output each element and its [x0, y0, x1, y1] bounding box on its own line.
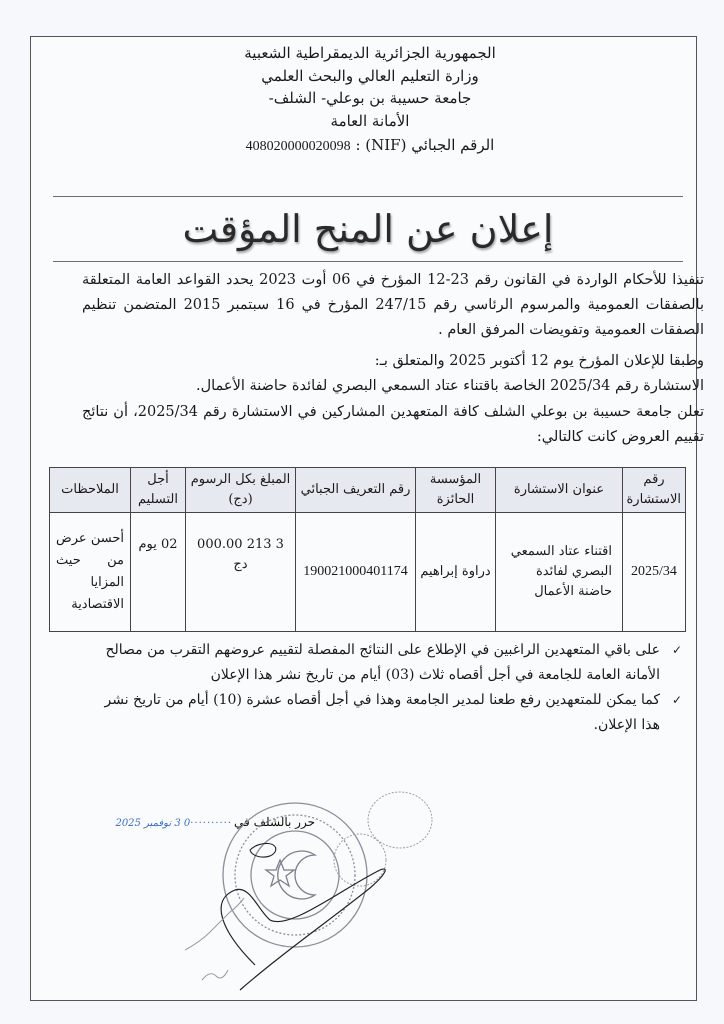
ministry-name: وزارة التعليم العالي والبحث العلمي — [261, 66, 479, 85]
document-title: إعلان عن المنح المؤقت — [182, 207, 554, 251]
table-row — [50, 513, 686, 632]
header-delivery-deadline: أجل التسليم — [131, 468, 186, 513]
signature-stroke-icon — [221, 869, 385, 990]
letterhead — [200, 42, 540, 159]
republic-name: الجمهورية الجزائرية الديمقراطية الشعبية — [244, 44, 496, 62]
place-label: حرر بالشلف في — [234, 815, 315, 829]
title-divider-top — [53, 196, 683, 197]
check-mark-icon: ✓ — [671, 693, 682, 707]
cell-remarks: أحسن عرض من حيث المزايا الاقتصادية — [50, 513, 131, 632]
header-winning-company: المؤسسة الحائزة — [416, 468, 496, 513]
cell-subject: اقتناء عتاد السمعي البصري لفائدة حاضنة الأعمال — [496, 513, 623, 632]
cell-consultation-number — [623, 513, 686, 632]
header-consultation-number: رقم الاستشارة — [623, 468, 686, 513]
table-header-row — [50, 468, 686, 513]
nif-label: الرقم الجبائي (NIF) : — [355, 136, 495, 154]
official-stamp — [180, 780, 440, 1010]
handwritten-name-icon — [185, 898, 244, 980]
university-seal-icon — [223, 803, 367, 947]
tax-id-value: 190021000401174 — [303, 564, 408, 579]
announcement-reference: وطبقا للإعلان المؤرخ يوم 12 أكتوبر 2025 والمتعلق بـ: — [374, 353, 704, 369]
note-item — [82, 638, 682, 688]
consultation-number: 2025/34 — [631, 564, 677, 579]
department-name: الأمانة العامة — [330, 111, 410, 130]
header-amount: المبلغ بكل الرسوم (دج) — [186, 468, 296, 513]
handwritten-date: 0 3 نوفمبر 2025 — [115, 818, 191, 829]
nif-value: 408020000020098 — [245, 139, 351, 154]
dotted-leader: ·········· — [190, 818, 233, 829]
note-text: كما يمكن للمتعهدين رفع طعنا لمدير الجامعة وهذا في أجل أقصاه عشرة (10) أيام من تاريخ نشر هذا الإعلان. — [104, 692, 660, 733]
check-mark-icon: ✓ — [671, 643, 682, 657]
header-tax-id: رقم التعريف الجبائي — [296, 468, 416, 513]
university-name: جامعة حسيبة بن بوعلي- الشلف- — [268, 89, 472, 107]
header-remarks: الملاحظات — [50, 468, 131, 513]
cell-deadline: 02 يوم — [131, 513, 186, 632]
reception-stamp-icon — [334, 792, 432, 886]
cell-tax-id — [296, 513, 416, 632]
cell-winner: دراوة إبراهيم — [416, 513, 496, 632]
consultation-reference: الاستشارة رقم 2025/34 الخاصة باقتناء عتاد السمعي البصري لفائدة حاضنة الأعمال. — [195, 378, 704, 394]
legal-basis-paragraph: تنفيذا للأحكام الواردة في القانون رقم 23-12 المؤرخ في 06 أوت 2023 يحدد القواعد العامة المتعلقة بالصفقات العمومية والمرسوم الرئاسي رقم 247/15 المؤرخ في 16 سبتمبر 2015 المتضمن تنظيم الصفقات العمومية وتفويضات المرفق العام . — [82, 272, 704, 338]
notes-list — [82, 638, 682, 738]
header-consultation-subject: عنوان الاستشارة — [496, 468, 623, 513]
nif-line — [200, 134, 540, 159]
title-divider-bottom — [53, 261, 683, 262]
results-intro: تعلن جامعة حسيبة بن بوعلي الشلف كافة المتعهدين المشاركين في الاستشارة رقم 2025/34، أن نتائج تقييم العروض كانت كالتالي: — [82, 404, 704, 445]
results-table — [49, 467, 686, 632]
cell-amount: 3 213 000.00 دج — [186, 513, 296, 632]
note-text: على باقي المتعهدين الراغبين في الإطلاع على النتائج المفصلة لتقييم عروضهم التقرب من مصالح الأمانة العامة للجامعة في أجل أقصاه ثلاث (03) أيام من تاريخ نشر هذا الإعلان — [105, 642, 660, 683]
note-item — [82, 688, 682, 738]
